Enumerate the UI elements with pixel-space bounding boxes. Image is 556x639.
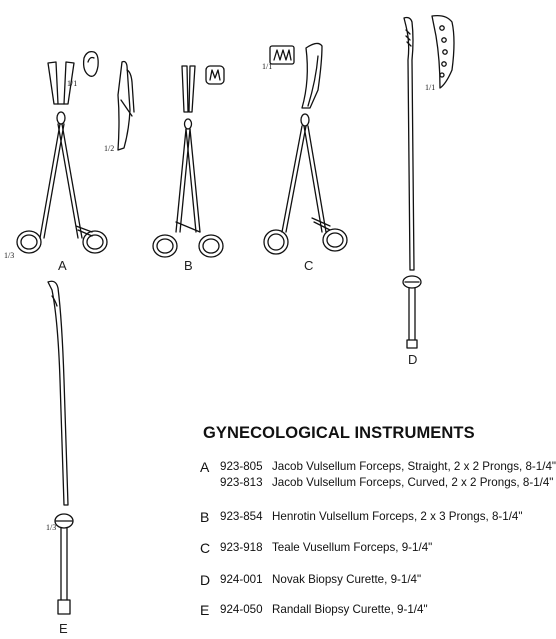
item-letter: D	[200, 572, 211, 588]
item-code: 924-001	[220, 573, 263, 586]
forceps-b-illustration	[153, 66, 224, 257]
item-description: Novak Biopsy Curette, 9-1/4"	[272, 573, 422, 586]
item-letter: C	[200, 540, 211, 556]
label-c: C	[304, 258, 314, 273]
scale-mark-d: 1/1	[425, 83, 436, 92]
item-description: Henrotin Vulsellum Forceps, 2 x 3 Prongs, 8-1/4"	[272, 510, 523, 523]
item-description: Jacob Vulsellum Forceps, Straight, 2 x 2 Prongs, 8-1/4"	[272, 460, 556, 473]
item-description: Teale Vusellum Forceps, 9-1/4"	[272, 541, 433, 554]
item-letter: E	[200, 602, 210, 618]
item-code: 923-813	[220, 476, 263, 489]
item-code: 923-918	[220, 541, 263, 554]
curette-d-illustration	[403, 16, 454, 348]
label-d: D	[408, 352, 418, 367]
item-code: 923-854	[220, 510, 263, 523]
label-b: B	[184, 258, 193, 273]
item-letter: B	[200, 509, 210, 525]
item-description: Jacob Vulsellum Forceps, Curved, 2 x 2 Prongs, 8-1/4"	[272, 476, 554, 489]
item-code: 923-805	[220, 460, 263, 473]
scale-mark-c: 1/1	[262, 62, 273, 71]
label-a: A	[58, 258, 67, 273]
item-code: 924-050	[220, 603, 263, 616]
scale-mark-a-detail: 1/2	[104, 144, 115, 153]
scale-mark-a-handle: 1/3	[4, 251, 15, 260]
item-letter: A	[200, 459, 210, 475]
scale-mark-a: 1/1	[67, 79, 78, 88]
catalog-title: GYNECOLOGICAL INSTRUMENTS	[203, 424, 475, 442]
forceps-c-illustration	[264, 43, 347, 254]
scale-mark-e: 1/3	[46, 523, 57, 532]
item-description: Randall Biopsy Curette, 9-1/4"	[272, 603, 428, 616]
curette-e-illustration	[48, 281, 73, 614]
label-e: E	[59, 621, 68, 636]
